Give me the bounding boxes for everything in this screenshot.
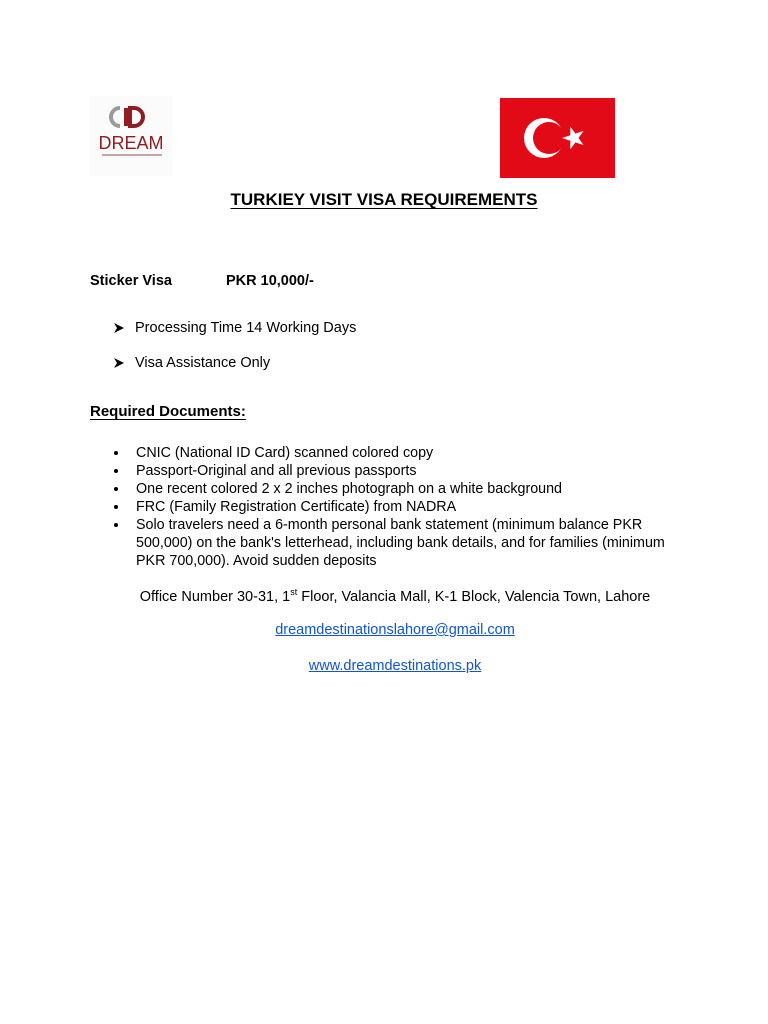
highlight-item xyxy=(113,355,270,371)
highlight-text: Processing Time 14 Working Days xyxy=(135,320,357,336)
list-item xyxy=(112,480,672,498)
bullet-icon xyxy=(114,523,118,527)
list-item xyxy=(112,462,672,480)
required-documents-heading: Required Documents: xyxy=(90,403,246,420)
bullet-icon xyxy=(114,469,118,473)
documents-list xyxy=(112,444,672,570)
bullet-icon xyxy=(114,487,118,491)
turkey-flag xyxy=(500,98,615,178)
arrow-bullet-icon xyxy=(113,322,125,334)
office-address xyxy=(0,587,768,605)
logo-wordmark: DREAM xyxy=(98,133,164,153)
website-link[interactable]: www.dreamdestinations.pk xyxy=(308,658,482,674)
document-text: Passport-Original and all previous passports xyxy=(136,463,417,479)
arrow-bullet-icon xyxy=(113,357,125,369)
visa-price: PKR 10,000/- xyxy=(226,273,314,289)
document-text: CNIC (National ID Card) scanned colored copy xyxy=(136,445,434,461)
list-item xyxy=(112,444,672,462)
document-text: One recent colored 2 x 2 inches photograph on a white background xyxy=(136,481,563,497)
bullet-icon xyxy=(114,505,118,509)
email-link[interactable]: dreamdestinationslahore@gmail.com xyxy=(275,622,515,638)
highlight-item xyxy=(113,320,356,336)
document-text: FRC (Family Registration Certificate) from NADRA xyxy=(136,499,457,515)
company-logo xyxy=(90,96,172,176)
address-ordinal: st xyxy=(290,587,298,597)
turkey-flag-icon xyxy=(500,98,615,178)
bullet-icon xyxy=(114,451,118,455)
list-item xyxy=(112,516,672,570)
address-prefix: Office Number 30-31, 1 xyxy=(139,588,291,605)
dream-destinations-logo-icon xyxy=(90,96,172,136)
logo-tagline-bar xyxy=(102,154,162,156)
list-item xyxy=(112,498,672,516)
document-text: Solo travelers need a 6-month personal bank statement (minimum balance PKR 500,000) on the bank's letterhead, including bank details, and for families (minimum PKR 700,000). Avoid sudden deposits xyxy=(136,517,665,569)
page-title: TURKIEY VISIT VISA REQUIREMENTS xyxy=(230,190,538,209)
address-suffix: Floor, Valancia Mall, K-1 Block, Valencia Town, Lahore xyxy=(297,588,651,605)
visa-type-label: Sticker Visa xyxy=(90,273,172,289)
highlight-text: Visa Assistance Only xyxy=(135,355,271,371)
